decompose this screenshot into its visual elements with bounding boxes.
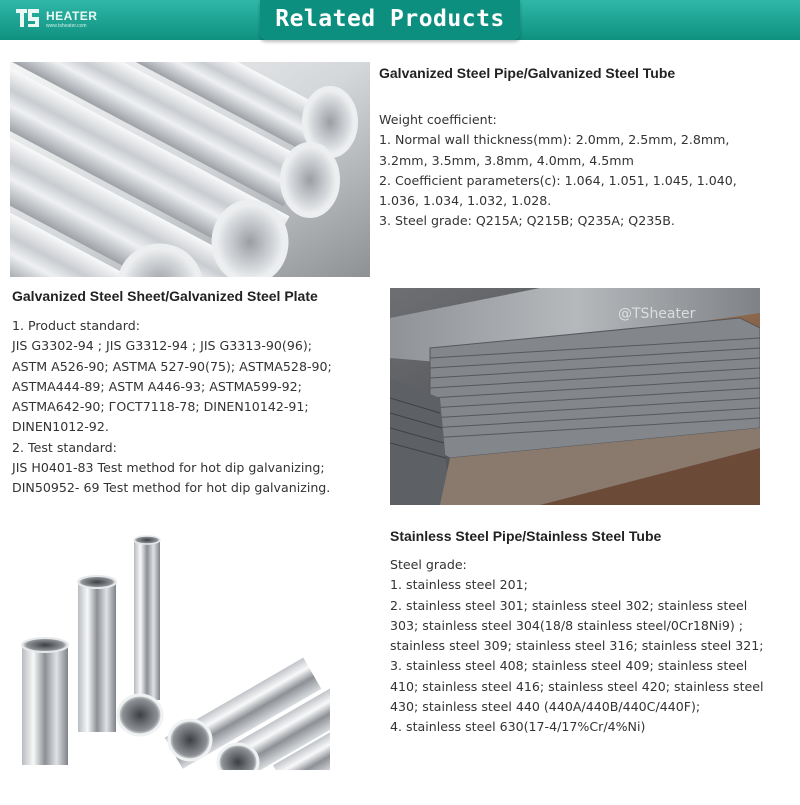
logo-name: HEATER [46,8,98,23]
spec-line: ASTMA642-90; ГОСТ7118-78; DINEN10142-91; [12,399,309,415]
spec-line: 4. stainless steel 630(17-4/17%Cr/4%Ni) [390,719,646,735]
spec-line: JIS H0401-83 Test method for hot dip galvanizing; [12,460,325,476]
product-description-stainless-pipe [390,555,764,738]
spec-line: Steel grade: [390,557,467,572]
spec-line: ASTM A526-90; ASTMA 527-90(75); ASTMA528-90; [12,358,332,374]
spec-line: 3.2mm, 3.5mm, 3.8mm, 4.0mm, 4.5mm [379,152,634,168]
spec-line: stainless steel 309; stainless steel 316; stainless steel 321; [390,638,764,654]
spec-line: 2. stainless steel 301; stainless steel 302; stainless steel [390,597,748,613]
spec-line: 1.036, 1.034, 1.032, 1.028. [379,193,552,209]
spec-line: 2. Coefficient parameters(c): 1.064, 1.051, 1.045, 1.040, [379,172,737,188]
spec-line: 1. Product standard: [12,318,140,333]
spec-line: DINEN1012-92. [12,419,109,435]
watermark-text: @TSheater [618,306,696,322]
spec-line: JIS G3302-94 ; JIS G3312-94 ; JIS G3313-90(96); [12,338,313,354]
spec-line: 1. Normal wall thickness(mm): 2.0mm, 2.5mm, 2.8mm, [379,132,730,148]
product-title-galvanized-pipe[interactable]: Galvanized Steel Pipe/Galvanized Steel Tube [379,65,676,81]
spec-line: 3. stainless steel 408; stainless steel 409; stainless steel [390,658,748,674]
ts-logo-icon [16,9,42,29]
spec-line: 430; stainless steel 440 (440A/440B/440C/440F); [390,699,701,715]
spec-line: Weight coefficient: [379,112,497,127]
spec-line: 2. Test standard: [12,439,117,455]
header-banner [0,0,800,40]
spec-line: 410; stainless steel 416; stainless steel 420; stainless steel [390,678,764,694]
brand-logo[interactable] [16,9,97,29]
steel-plates-photo[interactable] [390,288,760,505]
product-title-galvanized-sheet[interactable]: Galvanized Steel Sheet/Galvanized Steel Plate [12,288,318,304]
product-title-stainless-pipe[interactable]: Stainless Steel Pipe/Stainless Steel Tube [390,528,662,544]
logo-url: www.tsheater.com [46,22,87,29]
spec-line: 303; stainless steel 304(18/8 stainless steel/0Cr18Ni9) ; [390,617,743,633]
spec-line: 1. stainless steel 201; [390,577,528,593]
product-description-galvanized-sheet [12,316,332,499]
spec-line: DIN50952- 69 Test method for hot dip galvanizing. [12,480,331,496]
spec-line: ASTMA444-89; ASTM A446-93; ASTMA599-92; [12,378,302,394]
stainless-tubes-photo[interactable] [10,530,330,770]
section-title: Related Products [260,0,520,40]
product-description-galvanized-pipe [379,110,737,232]
spec-line: 3. Steel grade: Q215A; Q215B; Q235A; Q235B. [379,213,675,229]
galvanized-pipes-photo[interactable] [10,62,370,277]
